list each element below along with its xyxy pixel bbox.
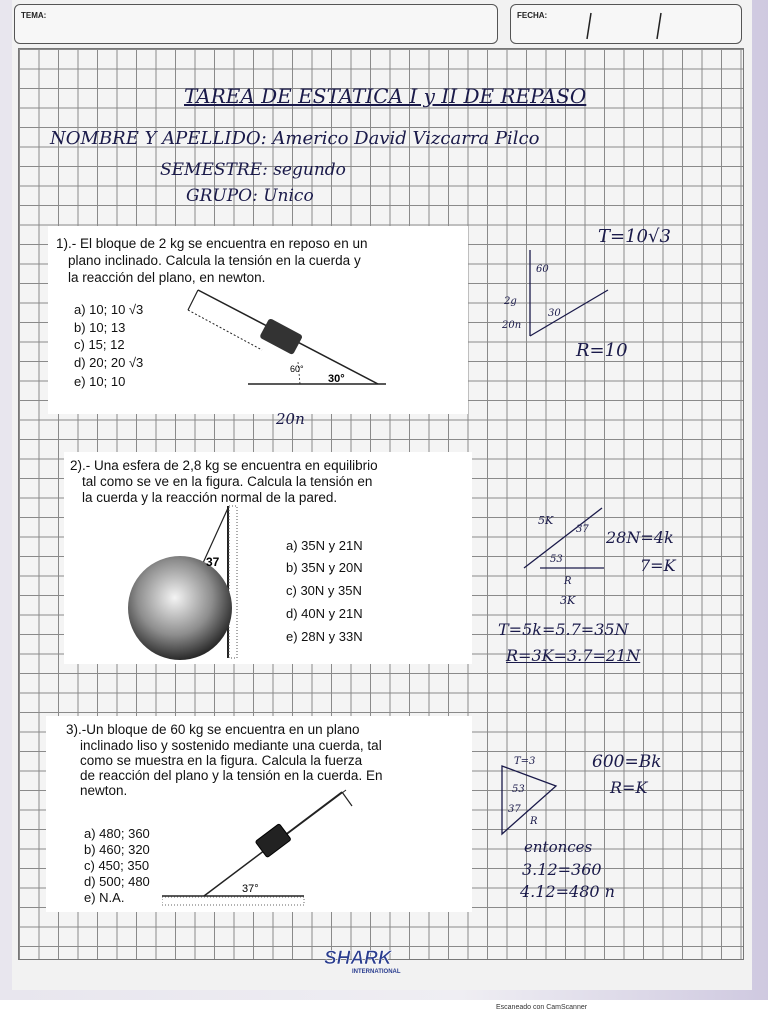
q2-note-eq2: 7=K	[640, 556, 676, 575]
q1-angle-30: 30°	[328, 373, 345, 385]
question-1-card	[48, 226, 468, 414]
q3-line5: newton.	[80, 783, 128, 798]
q1-option-b: b) 10; 13	[74, 320, 126, 335]
q3-line1: 3).-Un bloque de 60 kg se encuentra en un plano	[66, 722, 360, 737]
fecha-label: FECHA:	[517, 11, 548, 20]
q3-option-c: c) 450; 350	[84, 858, 150, 873]
date-slashes	[571, 9, 691, 41]
q3-note-eq1: 3.12=360	[522, 860, 602, 879]
q2-option-b: b) 35N y 20N	[286, 560, 363, 575]
q2-force-triangle	[520, 504, 610, 608]
logo-subtext: INTERNATIONAL	[352, 969, 401, 975]
q3-note-eq2: 4.12=480 n	[520, 882, 615, 901]
q2-line1: 2).- Una esfera de 2,8 kg se encuentra en equilibrio	[70, 458, 378, 473]
q1-note-2g: 2g	[504, 296, 517, 307]
q1-incline-diagram	[178, 280, 388, 390]
q1-force-triangle	[500, 244, 620, 344]
q3-option-a: a) 480; 360	[84, 826, 150, 841]
q3-note-entonces: entonces	[524, 838, 593, 856]
q3-note-53: 53	[512, 784, 525, 795]
q1-note-60: 60	[536, 264, 549, 275]
q2-note-3k: 3K	[560, 594, 576, 607]
q3-angle-37: 37°	[242, 883, 259, 895]
semester-line: SEMESTRE: segundo	[160, 160, 346, 180]
q2-line3: la cuerda y la reacción normal de la pared.	[82, 490, 338, 505]
tema-box	[14, 4, 498, 44]
q2-note-eq1: 28N=4k	[606, 528, 674, 547]
q1-note-reaction: R=10	[576, 340, 628, 361]
q2-line2: tal como se ve en la figura. Calcula la tensión en	[82, 474, 373, 489]
q2-option-c: c) 30N y 35N	[286, 583, 362, 598]
q2-note-5k: 5K	[538, 514, 554, 527]
scanner-note: Escaneado con CamScanner	[496, 1004, 588, 1011]
q1-line1: 1).- El bloque de 2 kg se encuentra en reposo en un	[56, 236, 368, 251]
fecha-box	[510, 4, 742, 44]
q1-line3: la reacción del plano, en newton.	[68, 270, 266, 285]
shark-logo	[322, 946, 418, 976]
logo-text: SHARK	[324, 948, 392, 969]
q2-option-a: a) 35N y 21N	[286, 538, 363, 553]
q3-line3: como se muestra en la figura. Calcula la fuerza	[80, 753, 363, 768]
assignment-title: TAREA DE ESTATICA I y II DE REPASO	[184, 84, 587, 108]
q3-force-triangle	[494, 750, 564, 840]
q3-option-d: d) 500; 480	[84, 874, 150, 889]
q3-note-t: T=3	[514, 756, 536, 767]
q2-option-e: e) 28N y 33N	[286, 629, 363, 644]
q3-note-bk: 600=Bk	[592, 752, 662, 772]
q1-note-20n: 20n	[502, 320, 522, 331]
q3-line2: inclinado liso y sostenido mediante una cuerda, tal	[80, 738, 382, 753]
q3-option-e: e) N.A.	[84, 890, 125, 905]
q1-note-weight: 20n	[276, 410, 305, 428]
q2-sphere	[128, 556, 232, 660]
q3-line4: de reacción del plano y la tensión en la cuerda. En	[80, 768, 383, 783]
q1-note-tension: T=10√3	[598, 226, 671, 247]
q1-line2: plano inclinado. Calcula la tensión en la cuerda y	[68, 253, 361, 268]
q1-option-e: e) 10; 10	[74, 374, 126, 389]
name-line: NOMBRE Y APELLIDO: Americo David Vizcarra Pilco	[50, 128, 540, 149]
q2-note-37: 37	[576, 524, 589, 535]
group-line: GRUPO: Unico	[186, 186, 314, 206]
q2-angle-37: 37	[206, 555, 220, 569]
q2-note-r: R	[564, 576, 572, 587]
q3-note-37: 37	[508, 804, 521, 815]
q2-note-eq4: R=3K=3.7=21N	[506, 646, 641, 665]
q3-incline-diagram	[162, 782, 362, 906]
q2-option-d: d) 40N y 21N	[286, 606, 363, 621]
q3-note-rk: R=K	[610, 778, 648, 797]
q1-angle-60: 60°	[290, 364, 304, 374]
question-3-card	[46, 716, 472, 912]
q1-option-a: a) 10; 10 √3	[74, 302, 144, 317]
q2-sphere-diagram	[120, 502, 250, 662]
q3-option-b: b) 460; 320	[84, 842, 150, 857]
question-2-card	[64, 452, 472, 664]
q1-option-d: d) 20; 20 √3	[74, 355, 144, 370]
q1-option-c: c) 15; 12	[74, 337, 125, 352]
q2-note-53: 53	[550, 554, 563, 565]
tema-label: TEMA:	[21, 11, 47, 20]
q2-note-eq3: T=5k=5.7=35N	[498, 620, 629, 639]
q3-note-r: R	[530, 816, 538, 827]
q1-note-30: 30	[548, 308, 561, 319]
